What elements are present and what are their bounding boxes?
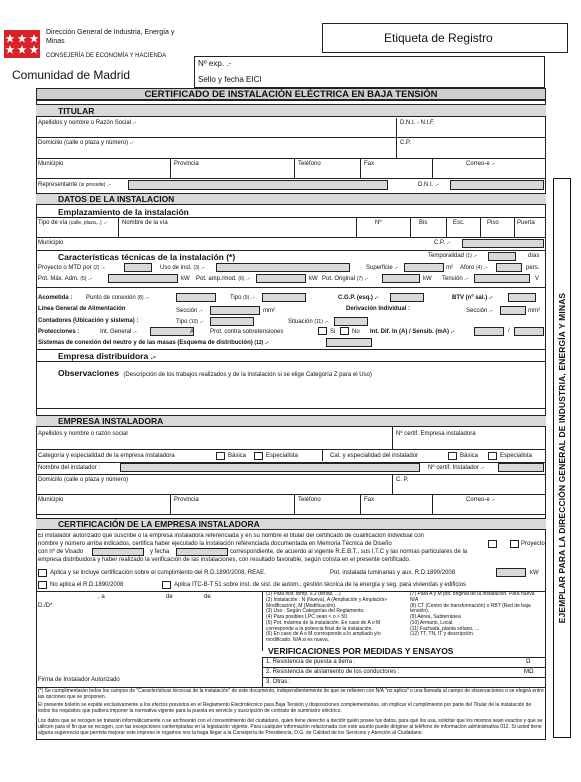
- prot-no-label: No: [352, 329, 360, 335]
- int-dif-sens-input[interactable]: [514, 327, 544, 336]
- observaciones-text: Observaciones: [58, 368, 119, 378]
- numero-label: Nº: [375, 220, 382, 226]
- prot-si-label: Si: [330, 329, 336, 335]
- categoria-label: Categoría y especialidad de la empresa instaladora: [38, 453, 175, 459]
- inst-municipio-label: Municipio: [38, 240, 64, 246]
- representante-label: Representante (si procede) .-: [38, 182, 111, 188]
- cert-line-1: El instalador autorizado que suscribe o la empresa instaladora referenciada y en su nombre el titular del certificado de cualificación individual con: [38, 533, 424, 539]
- sistemas-n: (12): [254, 340, 264, 346]
- sello-label: Sello y fecha EICI: [198, 75, 262, 84]
- situacion-input[interactable]: [334, 317, 368, 326]
- aplica-itc-label: Aplica ITC-B-T 51 sobre inst. de sist. de autom., gestión técnica de la energía y seg. para viviendas y edificios: [174, 582, 467, 588]
- pot-orig-n: (7): [356, 276, 363, 282]
- tipo-via-label: Tipo de vía (calle, plaza,..) .-: [38, 220, 107, 226]
- resistencia-aislamiento-label: 2. Resistencia de aislamiento de los conductores :: [266, 669, 400, 675]
- tension-unit: V: [535, 276, 540, 282]
- derivacion-seccion-input[interactable]: [500, 306, 526, 315]
- nombre-instalador-label: Nombre del instalador :: [38, 465, 101, 471]
- pot-luminarias-input[interactable]: [496, 568, 526, 577]
- punto-conexion-text: Punto de conexión: [86, 295, 136, 301]
- pot-orig-unit: kW: [423, 276, 432, 282]
- prot-sobre-label: Prot. contra sobretensiones: [210, 329, 284, 335]
- linea-label: Línea General de Alimentación: [38, 306, 126, 312]
- cert-line-4: empresa distribuidora y haber realizado la verificación de las instalaciones, con resultado favorable, según consta en el presente certificado.: [38, 557, 411, 563]
- emplazamiento-heading: Emplazamiento de la instalación: [58, 207, 189, 217]
- contadores-tipo-text: Tipo: [176, 319, 188, 325]
- uso-input[interactable]: [216, 263, 350, 272]
- note-5: (5) Pot. máxima de la instalación. En caso de A o M corresponde a la potencia final de la instalación.: [266, 619, 381, 632]
- mtd-checkbox[interactable]: [488, 540, 497, 548]
- titular-municipio-label: Municipio: [38, 161, 64, 167]
- pot-luminarias-unit: kW: [530, 570, 539, 576]
- int-dif-separator: /: [508, 328, 510, 334]
- titular-provincia-label: Provincia: [174, 161, 199, 167]
- cat-basica-label: Básica: [228, 453, 247, 459]
- aforo-text: Aforo: [460, 265, 475, 271]
- pot-max-label: Pot. Máx. Adm. (5) .-: [38, 276, 92, 282]
- note-3: (3) Uso : Según Categorías del Reglamento.: [266, 608, 365, 615]
- side-banner-text: EJEMPLAR PARA LA DIRECCIÓN GENERAL DE INDUSTRIA, ENERGÍA Y MINAS: [557, 292, 567, 624]
- notes-column-1: [266, 592, 406, 644]
- pot-amp-input[interactable]: [256, 274, 306, 283]
- org-line-2: Minas: [46, 38, 65, 45]
- note-10: (10) Armario, Local.: [410, 619, 454, 626]
- note-9: (9) Aérea, Subterránea: [410, 614, 461, 620]
- dias-label: días: [528, 253, 540, 259]
- note-8: (8) CT (Centro de transformación) o RBT (Red de baja tensión).: [410, 602, 531, 615]
- linea-seccion-unit: mm²: [263, 308, 275, 314]
- piso-label: Piso: [487, 220, 499, 226]
- datos-heading: DATOS DE LA INSTALACION: [58, 194, 175, 204]
- pot-luminarias-label: Pot. instalada luminarias y aux. R.D.1890/2008: [330, 570, 456, 576]
- int-general-text: Int. General: [100, 329, 132, 335]
- empresa-provincia-label: Provincia: [174, 497, 199, 503]
- titular-cp-label: C.P.: [400, 140, 411, 146]
- int-general-label: Int. General .-: [100, 329, 137, 335]
- derivacion-seccion-label: Sección .-: [466, 308, 493, 314]
- cat-especialista-checkbox[interactable]: [254, 452, 263, 460]
- aforo-n: (4): [476, 265, 483, 271]
- empresa-telefono-label: Teléfono: [298, 497, 321, 503]
- contadores-label: Contadores (Ubicación y sistema) :: [38, 318, 139, 324]
- tipo-label: Tipo (9) .-: [230, 295, 255, 301]
- observaciones-note: (Descripción de los trabajos realizados y de la instalación si se elige Categoría Z para el Uso): [123, 372, 372, 378]
- inst-especialista-checkbox[interactable]: [488, 452, 497, 460]
- org-line-3: CONSEJERÍA DE ECONOMÍA Y HACIENDA: [46, 53, 167, 59]
- pot-amp-label: Pot. amp./mod. (6) .-: [196, 276, 250, 282]
- fecha-visado-input[interactable]: [176, 548, 228, 556]
- aforo-input[interactable]: [496, 263, 522, 272]
- stars-icon: [4, 30, 40, 58]
- empresa-fax-label: Fax: [364, 497, 375, 503]
- linea-seccion-label: Sección .-: [176, 308, 203, 314]
- tipo-via-text: Tipo de vía: [38, 220, 68, 226]
- uso-n: (3): [193, 265, 200, 271]
- empresa-correo-label: Correo-e .-: [466, 497, 496, 503]
- notes-column-2: [410, 592, 544, 638]
- cat-instalador-label: Cat. y especialidad del instalador: [330, 453, 419, 459]
- contadores-tipo-label: Tipo (10) .-: [176, 319, 204, 325]
- empresa-domicilio-label: Domicilio (calle o plaza y número): [38, 477, 129, 483]
- uso-label: Uso de inst. (3) .-: [160, 265, 205, 271]
- contadores-tipo-input[interactable]: [210, 317, 254, 326]
- exp-label: Nº exp. .-: [198, 59, 232, 68]
- madrid-logo: [4, 30, 40, 58]
- fecha-de-1: de: [166, 594, 173, 600]
- sistemas-label: Sistemas de conexión del neutro y de las masas (Esquema de distribución) (12) .-: [38, 340, 269, 346]
- int-general-unit: A: [190, 329, 195, 335]
- note-2: (2) Instalación : N (Nueva), A (Ampliación y Amplación-Modificación), M (Modificación).: [266, 596, 388, 609]
- note-4: (4) Para posibles LPC sean < o > 50.: [266, 614, 349, 620]
- cert-line-3: correspondiente, de acuerdo al vigente R.E.B.T., sus I.T.C y las normas particulares de la: [230, 549, 468, 555]
- temporalidad-label: Temporalidad (1) .-: [428, 253, 478, 259]
- fecha-de-2: de: [204, 594, 211, 600]
- titular-domicilio-label: Domicilio (calle o plaza y número) .-: [38, 140, 134, 146]
- cat-especialista-label: Especialista: [266, 453, 299, 459]
- region-name: Comunidad de Madrid: [12, 68, 131, 82]
- footer-note-1: (*) Se cumplimentarán todos los campos de "Características técnicas de la instalación" de este documento, independientemente de que se rellenen con N/A "no aplica" o una llamada al campo de observaciones o se elegirá entre las opciones que se proponen.: [38, 688, 544, 700]
- punto-conexion-input[interactable]: [176, 293, 216, 302]
- cgp-input[interactable]: [390, 293, 424, 302]
- pot-max-input[interactable]: [108, 274, 178, 283]
- pot-orig-text: Pot. Original: [322, 276, 356, 282]
- registro-label: Etiqueta de Registro: [384, 31, 493, 45]
- pot-amp-text: Pot. amp./mod.: [196, 276, 237, 282]
- aforo-label: Aforo (4) .-: [460, 265, 488, 271]
- note-7: (7) Para A y M pot. original de la instalación. Para nueva N/A: [410, 591, 535, 603]
- org-line-1: Dirección General de Industria, Energía y: [46, 29, 175, 36]
- proyecto-checkbox[interactable]: [510, 540, 519, 548]
- superficie-label: Superficie .-: [366, 265, 399, 271]
- derivacion-label: Derivación Individual :: [346, 306, 411, 312]
- cert-instalador-input[interactable]: [498, 463, 544, 472]
- resistencia-tierra-unit: Ω: [526, 659, 531, 665]
- footer-note-3: Los datos que se recogen se tratarán informáticamente o se archivarán con el consentimiento del ciudadano, quien tiene derecho a decidir quién posee tus datos, para qué los usa, solicitar que los mismos sean exactos y que se utilicen para el fin que se recogen, con las excepciones contempladas en la legislación vigente. Para cualquier información relacionada con este asunto puede dirigirse al teléfono de información administrativa 012. Si usted tiene alguna sugerencia que permita mejorar este impreso le rogamos nos la haga llegar a la Consejería de Presidencia, D.G. de Calidad de los Servicios y Atención al Ciudadano.: [38, 718, 543, 736]
- derivacion-seccion-unit: mm²: [528, 308, 540, 314]
- otras-label: 3. Otras :: [266, 679, 291, 685]
- temporalidad-text: Temporalidad: [428, 253, 465, 259]
- superficie-text: Superficie: [366, 265, 393, 271]
- pot-max-n: (5): [80, 276, 87, 282]
- representante-dni-input[interactable]: [450, 180, 544, 190]
- bis-label: Bis: [419, 220, 428, 226]
- note-12: (12) TT, TN, IT y descripción.: [410, 631, 475, 638]
- firmante-dni-label: D./D*: [38, 603, 53, 609]
- superficie-input[interactable]: [404, 263, 444, 272]
- proyecto-label: Proyecto o MTD por (2) .-: [38, 265, 105, 271]
- instaladora-heading: EMPRESA INSTALADORA: [58, 416, 164, 426]
- protecciones-label: Protecciones :: [38, 329, 80, 335]
- linea-seccion-input[interactable]: [210, 306, 260, 315]
- punto-conexion-label: Punto de conexión (8) .-: [86, 295, 149, 301]
- representante-dni-label: D.N.I. .-: [418, 182, 439, 188]
- footer-note-2: El presente boletín se expide exclusivamente a los efectos previstos en el Reglamento Electrotécnico para Baja Tensión y disposiciones complementarias, sin implicar el cumplimiento por parte del Titular de la instalación de todos los requisitos que pudiera imponer la normativa vigente para la puesta en servicio y suscripción de contrato de suministro eléctrico.: [38, 702, 532, 714]
- empresa-cp-label: C. P.: [396, 477, 409, 483]
- inst-basica-label: Básica: [460, 453, 479, 459]
- caracteristicas-heading: Características técnicas de la instalación (*): [58, 252, 236, 262]
- tension-label: Tensión .-: [442, 276, 469, 282]
- fecha-a-label: , a: [98, 594, 105, 600]
- no-aplica-rd-checkbox[interactable]: [38, 581, 47, 589]
- note-1: (1) Para inst. temp. ≤ 2 (ferias, ...): [266, 591, 341, 597]
- observaciones-area[interactable]: [36, 373, 546, 407]
- proyecto-input[interactable]: [124, 263, 152, 272]
- inst-especialista-label: Especialista: [500, 453, 533, 459]
- int-general-input[interactable]: [150, 327, 194, 336]
- contadores-tipo-n: (10): [189, 319, 199, 325]
- tipo-n: (9): [243, 295, 250, 301]
- nombre-instalador-input[interactable]: [120, 463, 420, 472]
- situacion-label: Situación (11) .-: [288, 319, 329, 325]
- firma-label: Firma de Instalador Autorizado: [38, 677, 120, 683]
- pot-amp-unit: kW: [309, 276, 318, 282]
- titular-bar: [36, 104, 546, 117]
- inst-cp-input[interactable]: [462, 239, 544, 248]
- cert-line-2: nombre y número arriba indicados, certifica haber ejecutado la instalación referenciada documentada en Memoria Técnica de Diseño: [38, 541, 392, 547]
- situacion-n: (11): [314, 319, 323, 325]
- punto-conexion-n: (8): [137, 295, 144, 301]
- tension-text: Tensión: [442, 276, 463, 282]
- doc-title: CERTIFICADO DE INSTALACIÓN ELÉCTRICA EN BAJA TENSIÓN: [144, 89, 438, 100]
- note-6: (6) En caso de A o M corresponde a lo ampliado y/o modificado. N/A si es nueva.: [266, 631, 381, 643]
- prot-no-checkbox[interactable]: [340, 327, 349, 335]
- btv-input[interactable]: [508, 293, 536, 302]
- inst-basica-checkbox[interactable]: [448, 452, 457, 460]
- visado-label: con nº de Visado: [38, 549, 84, 555]
- esc-label: Esc.: [453, 220, 465, 226]
- representante-text: Representante: [38, 182, 78, 188]
- superficie-unit: m²: [446, 265, 453, 271]
- temporalidad-input[interactable]: [488, 252, 516, 261]
- pot-max-unit: kW: [181, 276, 190, 282]
- temporalidad-n: (1): [465, 253, 472, 259]
- pers-label: pers.: [526, 265, 540, 271]
- proyecto-check-label: Proyecto: [521, 541, 545, 547]
- titular-correo-label: Correo-e .-: [466, 161, 496, 167]
- pot-max-text: Pot. Máx. Adm.: [38, 276, 79, 282]
- no-aplica-rd-label: No aplica el R.D.1890/2008: [50, 582, 124, 588]
- note-11: (11) Fachada, planta sótano, ...: [410, 625, 480, 632]
- pot-amp-n: (6): [238, 276, 245, 282]
- inst-cp-label: C.P. .-: [434, 240, 451, 246]
- aplica-rd-label: Aplica y se incluye certificación sobre el cumplimiento del R.D.1890/2008, REAE.: [50, 570, 266, 576]
- uso-text: Uso de inst.: [160, 265, 192, 271]
- cat-basica-checkbox[interactable]: [216, 452, 225, 460]
- aplica-rd-checkbox[interactable]: [38, 569, 47, 577]
- tipo-input[interactable]: [262, 293, 306, 302]
- titular-dni-label: D.N.I. - N.I.F.: [400, 120, 435, 126]
- proyecto-n: (2): [93, 265, 100, 271]
- nombre-via-label: Nombre de la vía: [122, 220, 168, 226]
- pot-orig-label: Pot. Original (7) .-: [322, 276, 369, 282]
- resistencia-tierra-label: 1. Resistencia de puesta a tierra :: [266, 659, 356, 665]
- pot-orig-input[interactable]: [382, 274, 420, 283]
- certificacion-heading: CERTIFICACIÓN DE LA EMPRESA INSTALADORA: [58, 519, 260, 529]
- titular-heading: TITULAR: [58, 106, 95, 116]
- sistemas-text: Sistemas de conexión del neutro y de las masas (Esquema de distribución): [38, 340, 253, 346]
- resistencia-aislamiento-unit: MΩ: [524, 669, 534, 675]
- puerta-label: Puerta: [517, 220, 535, 226]
- titular-fax-label: Fax: [364, 161, 375, 167]
- btv-label: BTV (nº sal.) .-: [452, 295, 493, 301]
- int-dif-label: Int. Dif. In (A) / Sensib. (mA) .-: [370, 329, 455, 335]
- proyecto-text: Proyecto o MTD por: [38, 265, 92, 271]
- situacion-text: Situación: [288, 319, 313, 325]
- side-banner: [553, 178, 571, 738]
- cgp-label: C.G.P. (esq.) .-: [338, 295, 379, 301]
- titular-telefono-label: Teléfono: [298, 161, 321, 167]
- empresa-municipio-label: Municipio: [38, 497, 64, 503]
- int-dif-in-input[interactable]: [474, 327, 504, 336]
- distribuidora-heading: Empresa distribuidora .-: [58, 351, 156, 361]
- tension-input[interactable]: [474, 274, 530, 283]
- visado-input[interactable]: [92, 548, 144, 556]
- verificaciones-heading: VERIFICACIONES POR MEDIDAS Y ENSAYOS: [268, 646, 454, 656]
- cert-instalador-label: Nº certif. Instalador .-: [428, 465, 485, 471]
- representante-note: (si procede): [79, 182, 106, 188]
- empresa-nombre-label: Apellidos y nombre o razón social: [38, 431, 128, 437]
- fecha-visado-label: y fecha: [150, 549, 170, 555]
- sistemas-input[interactable]: [326, 338, 372, 347]
- tipo-text: Tipo: [230, 295, 242, 301]
- empresa-cert-label: Nº certif. Empresa instaladora: [396, 431, 476, 437]
- tipo-via-note: (calle, plaza,..): [69, 220, 102, 226]
- aplica-itc-checkbox[interactable]: [162, 581, 171, 589]
- titular-nombre-label: Apellidos y nombre o Razón Social .-: [38, 120, 137, 126]
- representante-input[interactable]: [128, 180, 388, 190]
- prot-si-checkbox[interactable]: [318, 327, 327, 335]
- acometida-label: Acometida :: [38, 295, 73, 301]
